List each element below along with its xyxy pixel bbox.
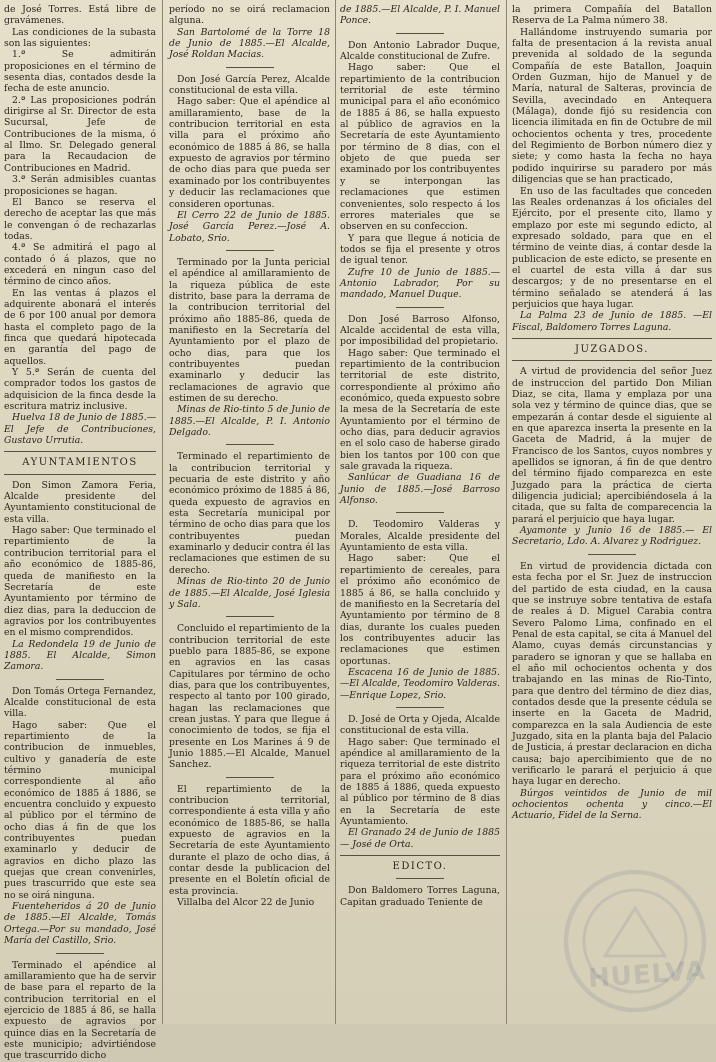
separator <box>4 474 156 475</box>
paragraph: Hago saber: Que el apéndice al amillaramiento, base de la contribucion territorial en esta villa para el próximo año económico de 1885 á 86, se halla expuesto de agravios por término de ocho dias para que pueda ser examinado por los contribuyentes y deducir las reclamaciones que consideren oportunas. <box>169 96 330 210</box>
signature: Escacena 16 de Junio de 1885. —El Alcalde, Teodomiro Valderas.—Enrique Lopez, Srio. <box>340 666 500 701</box>
signature: El Cerro 22 de Junio de 1885. José García Perez.—José A. Lobato, Srio. <box>169 209 330 244</box>
paragraph: Y 5.ª Serán de cuenta del comprador todos los gastos de adquisicion de la finca desde la escritura matriz inclusive. <box>4 367 156 413</box>
separator <box>4 451 156 452</box>
separator <box>512 360 712 361</box>
signature: Sanlúcar de Guadiana 16 de Junio de 1885.—José Barroso Alfonso. <box>340 472 500 507</box>
paragraph: Don Baldomero Torres Laguna, Capitan graduado Teniente de <box>340 885 500 908</box>
separator <box>396 33 444 34</box>
separator <box>396 707 444 708</box>
paragraph: Don Antonio Labrador Duque, Alcalde constitucional de Zufre. <box>340 39 500 63</box>
paragraph: Don José García Perez, Alcalde constitucional de esta villa. <box>169 73 330 97</box>
signature: Zufre 10 de Junio de 1885.—Antonio Labrador, Por su mandado, Manuel Duque. <box>340 266 500 301</box>
signature: Búrgos veintidos de Junio de mil ochocientos ochenta y cinco.—El Actuario, Fidel de la Serna. <box>512 787 712 822</box>
column-4 <box>512 4 712 1020</box>
separator <box>512 338 712 339</box>
separator <box>396 512 444 513</box>
paragraph: 3.ª Serán admisibles cuantas proposiciones se hagan. <box>4 174 156 197</box>
paragraph: En uso de las facultades que conceden las Reales ordenanzas á los oficiales del Ejército, por el presente cito, llamo y emplazo por este mi segundo edicto, al expresado soldado, para que en el término de veinte dias, á contar desde la publicacion de este edicto, se presente en el cuartel de esta villa á dar sus descargos; y de no presentarse en el término señalado se atenderá á las perjuicios que haya lugar. <box>512 185 712 310</box>
section-heading: EDICTO. <box>392 861 448 873</box>
paragraph: El Banco se reserva el derecho de aceptar las que más le convengan ó de rechazarlas todas. <box>4 196 156 242</box>
separator <box>340 855 500 856</box>
column-3 <box>340 4 500 1020</box>
paragraph: A virtud de providencia del señor Juez de instruccion del partido Don Milian Diaz, se cita, llama y emplaza por una sola vez y término de quince dias, que se empezarán á contar desde el siguiente al en que aparezca inserta la presente en la Gaceta de Madrid, á la mujer de Francisco de los Santos, cuyos nombres y apellidos se ignoran, á fin de que dentro del término fijado comparezca en este Juzgado para la práctica de cierta diligencia judicial; apercibiéndosela á la citada, que su falta de comparecencia la parará el perjuicio que haya lugar. <box>512 366 712 525</box>
paragraph: Terminado el apéndice al amillaramiento que ha de servir de base para el reparto de la contribucion territorial en el ejercicio de 1885 á 86, se halla expuesto de agravios por quince dias en la Secretaría de este municipio; advirtiéndose que trascurrido dicho <box>4 959 156 1062</box>
paragraph: de José Torres. Está libre de gravámenes. <box>4 4 156 27</box>
signature: La Redondela 19 de Junio de 1885. El Alcalde, Simon Zamora. <box>4 638 156 673</box>
separator <box>226 616 274 617</box>
signature: Minas de Rio-tinto 5 de Junio de 1885.—El Alcalde, P. I. Antonio Delgado. <box>169 404 330 439</box>
signature: El Granado 24 de Junio de 1885 — José de Orta. <box>340 827 500 850</box>
column-1 <box>4 4 156 1062</box>
paragraph: Don Tomás Ortega Fernandez, Alcalde constitucional de esta villa. <box>4 685 156 720</box>
paragraph: Las condiciones de la subasta son las siguientes: <box>4 26 156 50</box>
signature: San Bartolomé de la Torre 18 de Junio de 1885.—El Alcalde, José Roldan Macias. <box>169 26 330 61</box>
paragraph: Don Simon Zamora Feria, Alcalde presidente del Ayuntamiento constitucional de esta villa. <box>4 479 156 525</box>
section-heading: JUZGADOS. <box>575 343 649 355</box>
paragraph: Hago saber: Que terminado el apéndice al amillaramiento de la riqueza territorial de este distrito para el próximo año económico de 1885 á 1886, queda expuesto al público por término de 8 dias en la Secretaría de este Ayuntamiento. <box>340 736 500 828</box>
paragraph: 2.ª Las proposiciones podrán dirigirse al Sr. Director de esta Sucursal, Jefe de Contribuciones de la misma, ó al Ilmo. Sr. Delegado general para la Recaudacion de Contribuciones en Madrid. <box>4 94 156 174</box>
signature: de 1885.—El Alcalde, P. I. Manuel Ponce. <box>340 4 500 27</box>
paragraph: Hallándome instruyendo sumaria por falta de presentacion á la revista anual prevenida al soldado de la segunda Compañía de este Batallon, Joaquin Orden Guzman, hijo de Manuel y de María, natural de Salteras, provincia de Sevilla, avecindado en Antequera (Málaga), donde fijó su residencia con licencia ilimitada en fin de Octubre de mil ochocientos ochenta y tres, procedente del Regimiento de Borbon número diez y siete; y como hasta la fecha no haya podido inquirirse su paradero por más diligencias que se han practicado, <box>512 26 712 186</box>
paragraph: En virtud de providencia dictada con esta fecha por el Sr. Juez de instruccion del partido de esta ciudad, en la causa que se instruye sobre tentativa de estafa de reales á D. Miguel Carabia contra Severo Palomo Lima, confinado en el Penal de esta capital, se cita á Manuel del Alamo, cuyas demás circunstancias y paradero se ignoran y que se hallaba en el año mil ochocientos ochenta y dos trabajando en las minas de Rio-Tinto, para que dentro del término de diez dias, contados desde que la presente cédula se inserte en la Gaceta de Madrid, comparezca en la sala Audiencia de este Juzgado, sita en la planta baja del Palacio de Justicia, á prestar declaracion en dicha causa; bajo apercibimiento que de no verificarlo le parará el perjuicio á que haya lugar en derecho. <box>512 560 712 788</box>
paragraph: Villalba del Alcor 22 de Junio <box>177 897 315 909</box>
separator <box>396 307 444 308</box>
signature: Huelva 18 de Junio de 1885.—El Jefe de Contribuciones, Gustavo Urrutia. <box>4 412 156 447</box>
paragraph: Hago saber: Que terminado el repartimiento de la contribucion territorial para el año económico de 1885-86, queda de manifiesto en la Secretaría de este Ayuntamiento por término de diez dias, para la deduccion de agravios por los contribuyentes en el mismo comprendidos. <box>4 525 156 639</box>
paragraph: El repartimiento de la contribucion territorial, correspondiente á esta villa y año económico de 1885-86, se halla expuesto de agravios en la Secretaría de este Ayuntamiento durante el plazo de ocho dias, á contar desde la publicacion del presente en el Boletín oficial de esta provincia. <box>169 783 330 897</box>
paragraph: Hago saber: Que el repartimiento de la contribucion de inmuebles, cultivo y ganadería de este término municipal correspondiente al año económico de 1885 á 1886, se encuentra concluido y expuesto al público por el término de ocho dias á fin de que los contribuyentes puedan examinarlo y deducir de agravios en dicho plazo las quejas que crean convenirles, pues trascurrido que este sea no se oirá ninguna. <box>4 719 156 901</box>
signature: La Palma 23 de Junio de 1885. —El Fiscal, Baldomero Torres Laguna. <box>512 310 712 333</box>
paragraph: Y para que llegue á noticia de todos se fija el presente y otros de igual tenor. <box>340 232 500 267</box>
paragraph: Don José Barroso Alfonso, Alcalde accidental de esta villa, por imposibilidad del propietario. <box>340 313 500 348</box>
column-2 <box>169 4 330 1020</box>
separator <box>56 679 104 680</box>
paragraph: Hago saber: Que el repartimiento de cereales, para el próximo año económico de 1885 á 86, se halla concluido y de manifiesto en la Secretaría del Ayuntamiento por término de 8 dias, durante los cuales pueden los contribuyentes aducir las reclamaciones que estimen oportunas. <box>340 553 500 667</box>
paragraph: En las ventas á plazos el adquirente abonará el interés de 6 por 100 anual por demora hasta el completo pago de la finca que quedará hipotecada en garantía del pago de aquellos. <box>4 287 156 367</box>
paragraph: período no se oirá reclamacion alguna. <box>169 4 330 27</box>
paragraph: la primera Compañía del Batallon Reserva de La Palma número 38. <box>512 4 712 27</box>
separator <box>226 777 274 778</box>
separator <box>396 878 444 879</box>
column-rule <box>162 0 163 1024</box>
paragraph: D. José de Orta y Ojeda, Alcalde constitucional de esta villa. <box>340 713 500 737</box>
paragraph: 1.ª Se admitirán proposiciones en el término de sesenta dias, contados desde la fecha de este anuncio. <box>4 49 156 95</box>
watermark-text: HUELVA <box>586 955 707 995</box>
paragraph: Terminado el repartimiento de la contribucion territorial y pecuaria de este distrito y año económico próximo de 1885 á 86, queda expuesto de agravios en esta Secretaría municipal por término de ocho dias para que los contribuyentes puedan examinarlo y deducir contra él las reclamaciones que estimen de su derecho. <box>169 451 330 576</box>
separator <box>226 67 274 68</box>
paragraph: 4.ª Se admitirá el pago al contado ó á plazos, que no excederá en ningun caso del término de cinco años. <box>4 242 156 288</box>
paragraph: D. Teodomiro Valderas y Morales, Alcalde presidente del Ayuntamiento de esta villa. <box>340 519 500 554</box>
section-heading: AYUNTAMIENTOS <box>22 457 138 469</box>
signature: Minas de Rio-tinto 20 de Junio de 1885.—El Alcalde, José Iglesia y Sala. <box>169 576 330 610</box>
signature: Fuenteheridos á 20 de Junio de 1885.—El Alcalde, Tomás Ortega.—Por su mandado, José María del Castillo, Srio. <box>4 901 156 947</box>
paragraph: Hago saber: Que terminado el repartimiento de la contribucion territorial de este distrito, correspondiente al próximo año económico, queda expuesto sobre la mesa de la Secretaría de este Ayuntamiento por el término de ocho dias, para deducir agravios en el solo caso de haberse girado bien los tantos por 100 con que sale gravada la riqueza. <box>340 347 500 473</box>
column-rule <box>335 0 336 1024</box>
column-rule <box>506 0 507 1024</box>
separator <box>226 444 274 445</box>
separator <box>588 554 636 555</box>
separator <box>226 250 274 251</box>
signature: Ayamonte y Junio 16 de 1885.— El Secretario, Ldo. A. Alvarez y Rodriguez. <box>512 525 712 548</box>
paragraph: Terminado por la Junta pericial el apéndice al amillaramiento de la riqueza pública de este distrito, base para la derrama de la contribucion territorial del próximo año 1885-86, queda de manifiesto en la Secretaría del Ayuntamiento por el plazo de ocho dias, para que los contribuyentes puedan examinarlo y deducir las reclamaciones de agravio que estimen de su derecho. <box>169 256 330 404</box>
paragraph: Concluido el repartimiento de la contribucion territorial de este pueblo para 1885-86, se expone en agravios en las casas Capitulares por término de ocho dias, para que los contribuyentes, respecto al tanto por 100 girado, hagan las reclamaciones que crean justas. Y para que llegue á conocimiento de todos, se fija el presente en Los Marines á 9 de Junio 1885.—El Alcalde, Manuel Sanchez. <box>169 623 330 771</box>
separator <box>56 953 104 954</box>
paragraph: Hago saber: Que el repartimiento de la contribucion territorial de este término municipal para el año económico de 1885 á 86, se halla expuesto al público de agravios en la Secretaría de este Ayuntamiento por término de 8 dias, con el objeto de que pueda ser examinado por los contribuyentes y se interpongan las reclamaciones que estimen convenientes, solo respecto á los errores materiales que se observen en su confeccion. <box>340 62 500 233</box>
